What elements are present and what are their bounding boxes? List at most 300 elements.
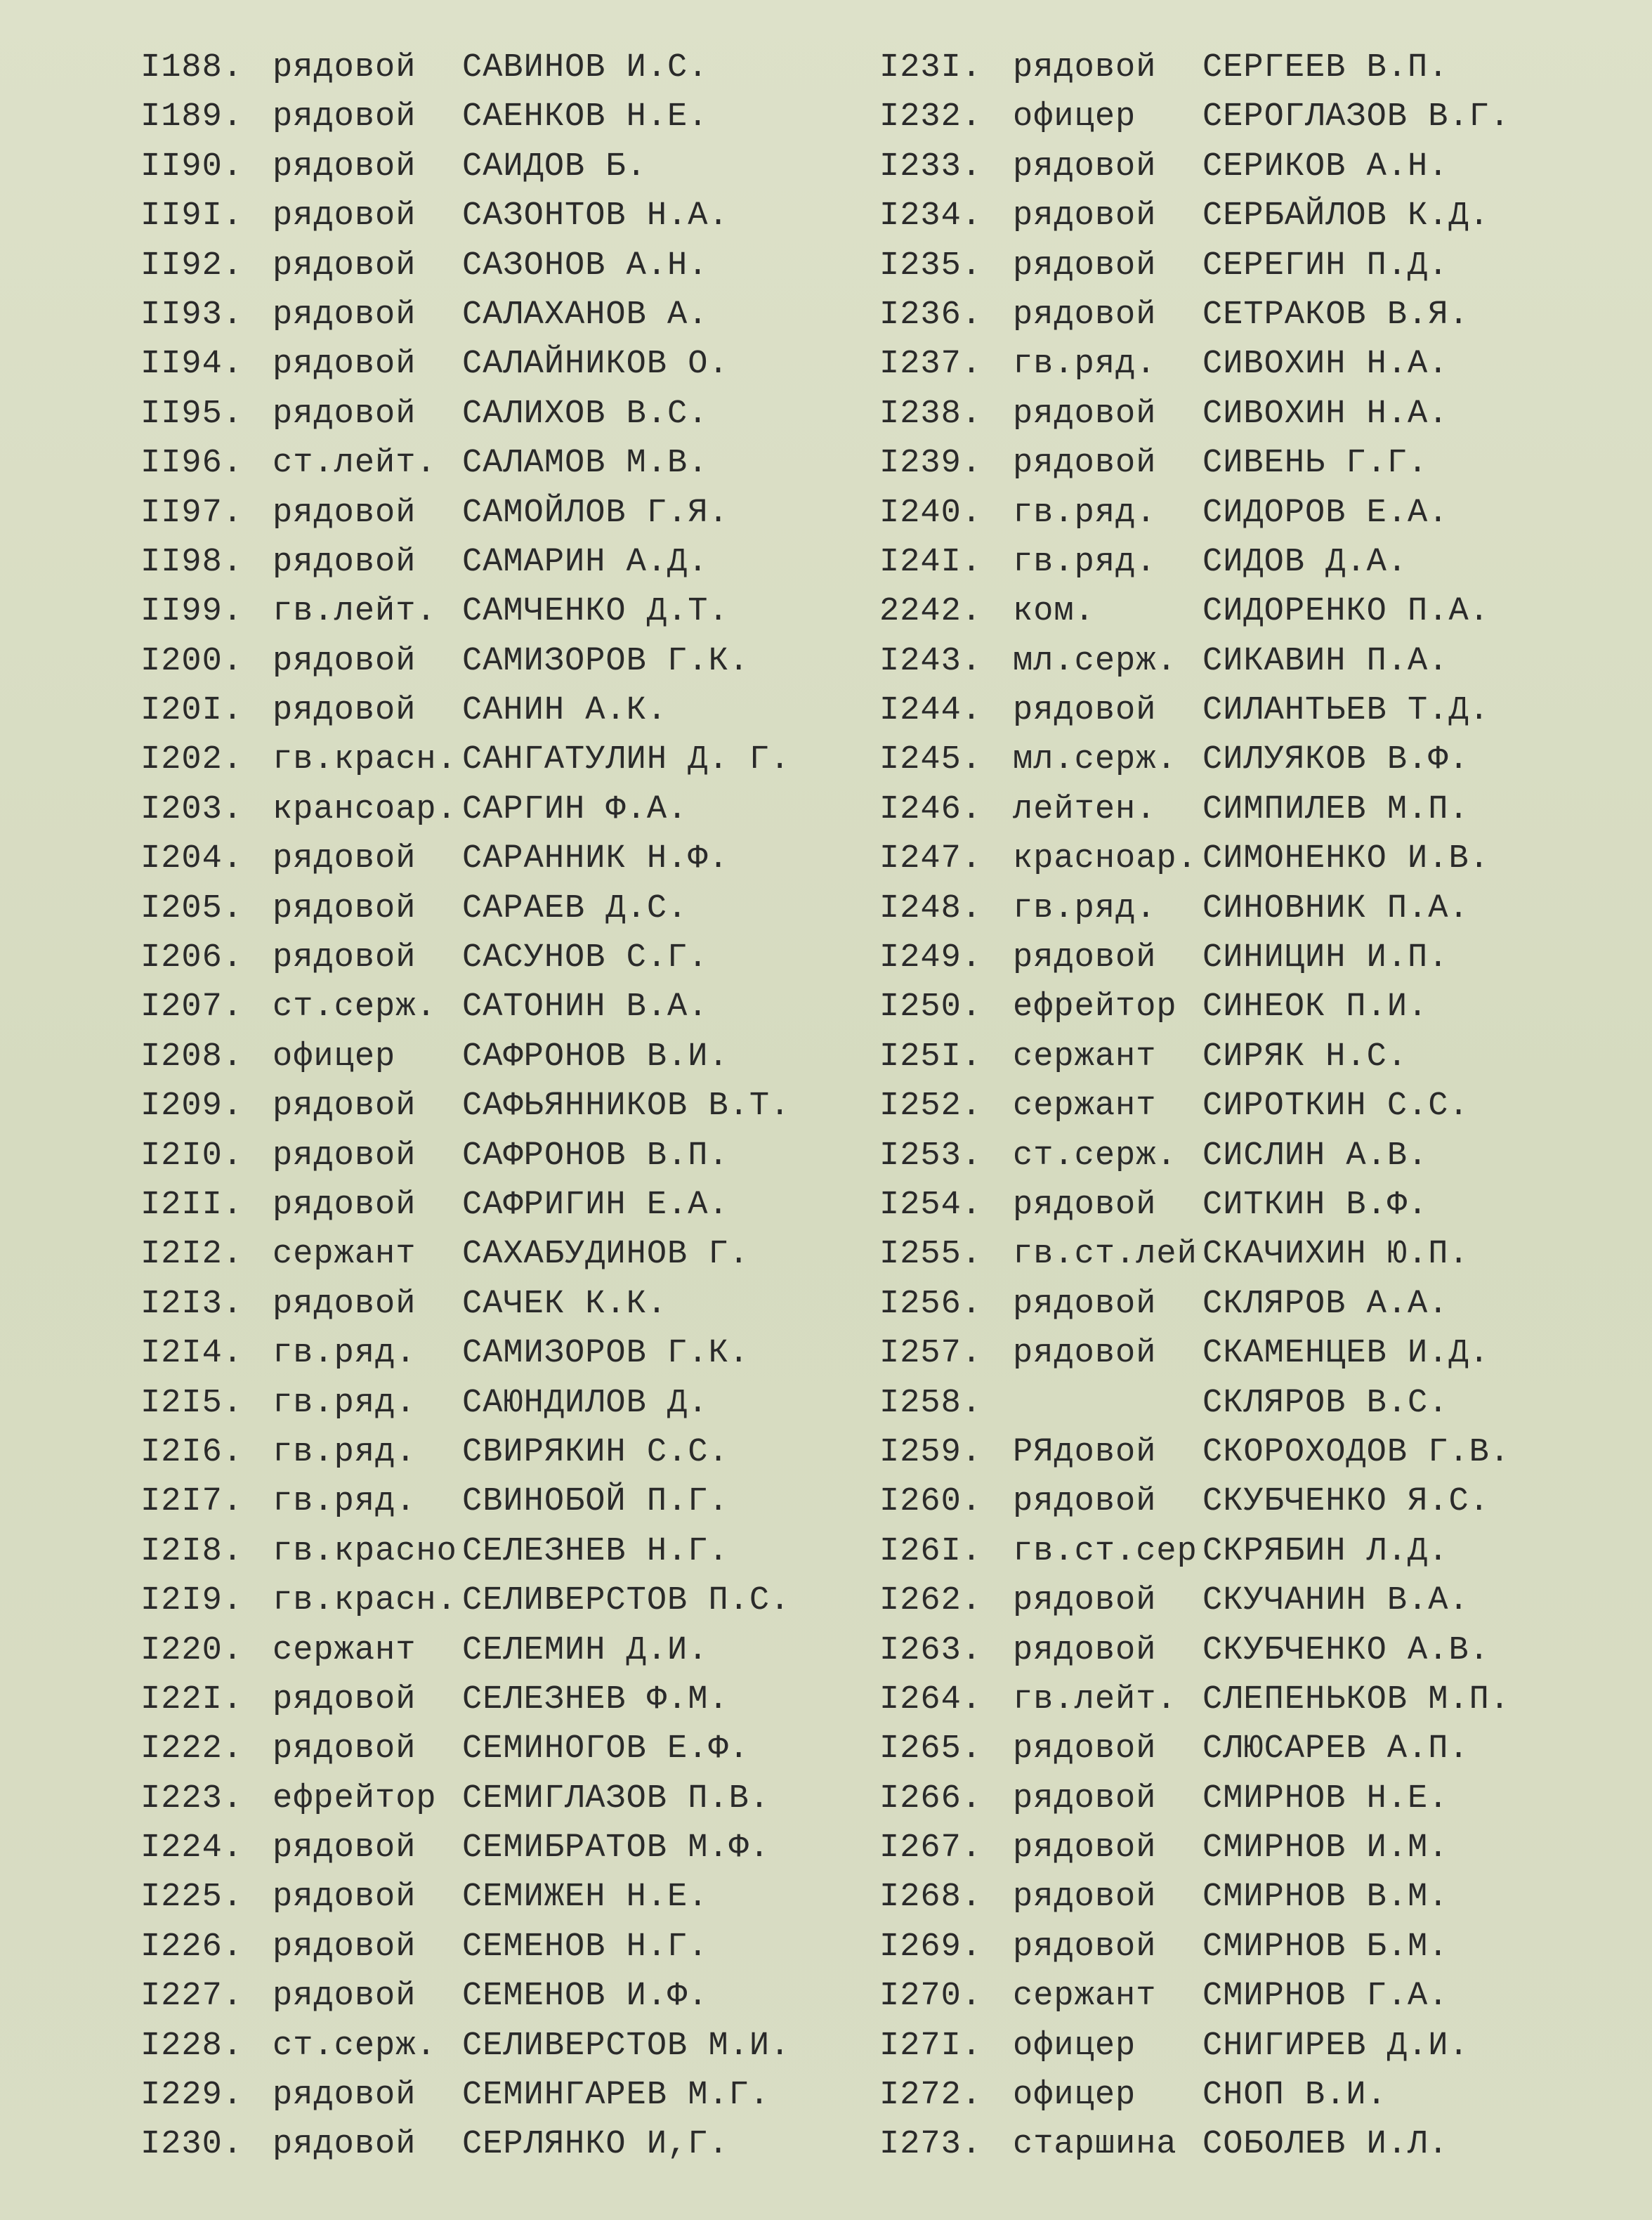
entry-name: СЕТРАКОВ В.Я.: [1202, 296, 1469, 334]
entry-name: СНИГИРЕВ Д.И.: [1202, 2027, 1469, 2065]
entry-rank: офицер: [273, 1038, 396, 1076]
entry-number: II92.: [140, 247, 244, 285]
entry-number: I234.: [879, 197, 983, 235]
entry-rank: ст.серж.: [273, 2027, 437, 2065]
entry-name: СЕМИНОГОВ Е.Ф.: [462, 1730, 749, 1768]
entry-rank: гв.ряд.: [273, 1384, 417, 1422]
entry-name: СКЛЯРОВ В.С.: [1202, 1384, 1449, 1422]
list-entry: [879, 1477, 1510, 1527]
list-entry: [879, 1576, 1510, 1626]
entry-number: I223.: [140, 1780, 244, 1817]
entry-number: I245.: [879, 741, 983, 779]
entry-number: I236.: [879, 296, 983, 334]
entry-number: I256.: [879, 1285, 983, 1323]
entry-number: I189.: [140, 98, 244, 136]
entry-number: I237.: [879, 346, 983, 384]
entry-rank: рядовой: [1013, 445, 1157, 483]
list-entry: [879, 538, 1510, 587]
entry-number: I25I.: [879, 1038, 983, 1076]
entry-name: СИВОХИН Н.А.: [1202, 395, 1449, 433]
entry-rank: рядовой: [1013, 692, 1157, 730]
entry-name: САХАБУДИНОВ Г.: [462, 1236, 749, 1274]
list-entry: [879, 2120, 1510, 2169]
entry-name: СЕЛИВЕРСТОВ П.С.: [462, 1582, 791, 1620]
entry-number: II94.: [140, 346, 244, 384]
entry-rank: сержант: [1013, 1038, 1157, 1076]
entry-rank: старшина: [1013, 2126, 1177, 2164]
entry-number: I2I4.: [140, 1335, 244, 1373]
entry-rank: рядовой: [1013, 939, 1157, 977]
entry-number: I227.: [140, 1978, 244, 2016]
entry-number: I232.: [879, 98, 983, 136]
entry-rank: рядовой: [1013, 1483, 1157, 1521]
entry-number: I225.: [140, 1879, 244, 1917]
list-entry: [140, 439, 790, 488]
entry-rank: гв.ст.лей: [1013, 1236, 1198, 1274]
entry-rank: красноар.: [1013, 840, 1198, 878]
entry-number: I20I.: [140, 692, 244, 730]
list-entry: [879, 489, 1510, 538]
entry-name: СИВОХИН Н.А.: [1202, 346, 1449, 384]
right-column: [879, 44, 1510, 2170]
list-entry: [879, 291, 1510, 340]
entry-name: САМАРИН А.Д.: [462, 543, 709, 581]
entry-rank: рядовой: [273, 1285, 417, 1323]
list-entry: [140, 1972, 790, 2021]
list-entry: [879, 1824, 1510, 1873]
entry-number: I2I6.: [140, 1433, 244, 1471]
list-entry: [879, 1379, 1510, 1428]
entry-number: I2I5.: [140, 1384, 244, 1422]
list-entry: [879, 736, 1510, 785]
entry-rank: гв.ряд.: [1013, 346, 1157, 384]
entry-number: I238.: [879, 395, 983, 433]
entry-rank: сержант: [1013, 1978, 1157, 2016]
list-entry: [879, 637, 1510, 686]
list-entry: [879, 390, 1510, 439]
entry-rank: рядовой: [1013, 1879, 1157, 1917]
entry-name: СЕРЛЯНКО И,Г.: [462, 2126, 729, 2164]
entry-number: I266.: [879, 1780, 983, 1817]
entry-number: I250.: [879, 988, 983, 1026]
entry-rank: гв.ряд.: [273, 1483, 417, 1521]
entry-number: I205.: [140, 889, 244, 927]
entry-number: II93.: [140, 296, 244, 334]
entry-rank: рядовой: [1013, 1730, 1157, 1768]
entry-name: СКУБЧЕНКО А.В.: [1202, 1631, 1490, 1669]
list-entry: [879, 1181, 1510, 1230]
entry-name: САРАННИК Н.Ф.: [462, 840, 729, 878]
list-entry: [879, 1280, 1510, 1329]
entry-number: I229.: [140, 2077, 244, 2115]
entry-number: I249.: [879, 939, 983, 977]
list-entry: [140, 934, 790, 983]
list-entry: [879, 1082, 1510, 1131]
entry-name: САЛАХАНОВ А.: [462, 296, 709, 334]
entry-rank: рядовой: [1013, 296, 1157, 334]
entry-name: СКАЧИХИН Ю.П.: [1202, 1236, 1469, 1274]
list-entry: [140, 1428, 790, 1477]
entry-rank: гв.ряд.: [1013, 494, 1157, 532]
entry-rank: сержант: [1013, 1088, 1157, 1125]
entry-rank: рядовой: [273, 395, 417, 433]
entry-rank: рядовой: [273, 1186, 417, 1224]
entry-rank: рядовой: [273, 1088, 417, 1125]
entry-name: САЛАЙНИКОВ О.: [462, 346, 729, 384]
entry-number: I268.: [879, 1879, 983, 1917]
entry-name: СВИНОБОЙ П.Г.: [462, 1483, 729, 1521]
list-entry: [140, 1725, 790, 1774]
entry-rank: гв.лейт.: [1013, 1680, 1177, 1718]
entry-rank: ст.серж.: [273, 988, 437, 1026]
entry-name: СИСЛИН А.В.: [1202, 1137, 1429, 1175]
entry-rank: рядовой: [1013, 395, 1157, 433]
list-entry: [879, 835, 1510, 884]
list-entry: [879, 192, 1510, 241]
entry-rank: рядовой: [1013, 197, 1157, 235]
entry-name: СЛЕПЕНЬКОВ М.П.: [1202, 1680, 1511, 1718]
list-entry: [140, 340, 790, 389]
entry-number: I2I7.: [140, 1483, 244, 1521]
list-entry: [879, 439, 1510, 488]
entry-name: САЛАМОВ М.В.: [462, 445, 709, 483]
list-entry: [140, 1873, 790, 1922]
list-entry: [140, 1824, 790, 1873]
entry-number: I247.: [879, 840, 983, 878]
list-entry: [879, 1873, 1510, 1922]
list-entry: [140, 1132, 790, 1181]
entry-name: САНИН А.К.: [462, 692, 668, 730]
entry-rank: ком.: [1013, 593, 1095, 631]
entry-rank: рядовой: [273, 197, 417, 235]
entry-name: СМИРНОВ В.М.: [1202, 1879, 1449, 1917]
list-entry: [879, 1527, 1510, 1576]
entry-name: САФЬЯННИКОВ В.Т.: [462, 1088, 791, 1125]
entry-rank: крансоар.: [273, 790, 457, 828]
entry-name: СИРОТКИН С.С.: [1202, 1088, 1469, 1125]
list-entry: [140, 785, 790, 835]
entry-number: I209.: [140, 1088, 244, 1125]
list-entry: [879, 44, 1510, 93]
entry-number: I265.: [879, 1730, 983, 1768]
list-entry: [140, 1527, 790, 1576]
entry-number: I220.: [140, 1631, 244, 1669]
entry-number: I226.: [140, 1928, 244, 1966]
entry-number: I2I0.: [140, 1137, 244, 1175]
entry-number: I243.: [879, 642, 983, 680]
entry-name: СМИРНОВ И.М.: [1202, 1829, 1449, 1867]
entry-number: I235.: [879, 247, 983, 285]
entry-name: СЕРЕГИН П.Д.: [1202, 247, 1449, 285]
entry-name: САРГИН Ф.А.: [462, 790, 688, 828]
entry-name: СИДОВ Д.А.: [1202, 543, 1408, 581]
entry-number: I254.: [879, 1186, 983, 1224]
entry-number: I244.: [879, 692, 983, 730]
entry-rank: рядовой: [1013, 247, 1157, 285]
entry-name: СМИРНОВ Г.А.: [1202, 1978, 1449, 2016]
entry-name: СЕМИГЛАЗОВ П.В.: [462, 1780, 771, 1817]
entry-name: САФРИГИН Е.А.: [462, 1186, 729, 1224]
entry-number: I207.: [140, 988, 244, 1026]
entry-rank: рядовой: [273, 98, 417, 136]
entry-name: САЕНКОВ Н.Е.: [462, 98, 709, 136]
entry-number: I188.: [140, 49, 244, 86]
list-entry: [140, 1230, 790, 1279]
entry-rank: рядовой: [273, 1879, 417, 1917]
entry-number: I2I3.: [140, 1285, 244, 1323]
entry-rank: рядовой: [1013, 49, 1157, 86]
left-column: [140, 44, 790, 2170]
entry-number: I200.: [140, 642, 244, 680]
entry-name: СИТКИН В.Ф.: [1202, 1186, 1429, 1224]
entry-number: I208.: [140, 1038, 244, 1076]
entry-number: I224.: [140, 1829, 244, 1867]
list-entry: [140, 192, 790, 241]
entry-name: СИМОНЕНКО И.В.: [1202, 840, 1490, 878]
list-entry: [879, 983, 1510, 1032]
list-entry: [140, 2071, 790, 2120]
entry-name: САТОНИН В.А.: [462, 988, 709, 1026]
entry-name: САСУНОВ С.Г.: [462, 939, 709, 977]
entry-number: I222.: [140, 1730, 244, 1768]
entry-rank: рядовой: [273, 939, 417, 977]
entry-rank: рядовой: [1013, 1631, 1157, 1669]
entry-number: I260.: [879, 1483, 983, 1521]
entry-rank: рядовой: [1013, 1780, 1157, 1817]
list-entry: [879, 143, 1510, 192]
entry-name: СКУЧАНИН В.А.: [1202, 1582, 1469, 1620]
entry-rank: рядовой: [273, 494, 417, 532]
list-entry: [879, 1626, 1510, 1676]
list-entry: [879, 2071, 1510, 2120]
entry-name: СЕЛЕЗНЕВ Н.Г.: [462, 1532, 729, 1570]
list-entry: [140, 489, 790, 538]
entry-name: СЕМИЖЕН Н.Е.: [462, 1879, 709, 1917]
entry-rank: гв.красно: [273, 1532, 457, 1570]
entry-rank: рядовой: [273, 1730, 417, 1768]
list-entry: [140, 538, 790, 587]
entry-rank: рядовой: [273, 2077, 417, 2115]
entry-number: I2I9.: [140, 1582, 244, 1620]
entry-number: I230.: [140, 2126, 244, 2164]
entry-rank: рядовой: [273, 889, 417, 927]
list-entry: [140, 587, 790, 636]
entry-rank: ст.лейт.: [273, 445, 437, 483]
entry-name: САЗОНОВ А.Н.: [462, 247, 709, 285]
entry-number: II9I.: [140, 197, 244, 235]
entry-rank: гв.ряд.: [1013, 543, 1157, 581]
entry-rank: рядовой: [273, 1137, 417, 1175]
entry-name: СЕЛЕМИН Д.И.: [462, 1631, 709, 1669]
list-entry: [140, 1626, 790, 1676]
list-entry: [879, 785, 1510, 835]
entry-name: САМОЙЛОВ Г.Я.: [462, 494, 729, 532]
entry-number: II95.: [140, 395, 244, 433]
entry-name: СИМПИЛЕВ М.П.: [1202, 790, 1469, 828]
entry-name: СЕМЕНОВ Н.Г.: [462, 1928, 709, 1966]
entry-name: САМЧЕНКО Д.Т.: [462, 593, 729, 631]
entry-name: САЗОНТОВ Н.А.: [462, 197, 729, 235]
entry-rank: рядовой: [273, 1680, 417, 1718]
entry-rank: мл.серж.: [1013, 741, 1177, 779]
list-entry: [879, 686, 1510, 736]
entry-name: САФРОНОВ В.П.: [462, 1137, 729, 1175]
list-entry: [140, 1329, 790, 1378]
entry-number: II90.: [140, 148, 244, 185]
entry-rank: рядовой: [273, 543, 417, 581]
entry-name: СЕЛИВЕРСТОВ М.И.: [462, 2027, 791, 2065]
list-entry: [879, 884, 1510, 934]
entry-name: СИЛАНТЬЕВ Т.Д.: [1202, 692, 1490, 730]
entry-number: I272.: [879, 2077, 983, 2115]
entry-number: II98.: [140, 543, 244, 581]
list-entry: [879, 1230, 1510, 1279]
entry-rank: рядовой: [1013, 1285, 1157, 1323]
entry-number: I2I8.: [140, 1532, 244, 1570]
entry-rank: рядовой: [1013, 1186, 1157, 1224]
entry-name: САМИЗОРОВ Г.К.: [462, 1335, 749, 1373]
list-entry: [140, 2120, 790, 2169]
entry-number: I248.: [879, 889, 983, 927]
list-entry: [140, 1576, 790, 1626]
entry-name: СИНОВНИК П.А.: [1202, 889, 1469, 927]
entry-name: СЕМИНГАРЕВ М.Г.: [462, 2077, 771, 2115]
entry-number: I24I.: [879, 543, 983, 581]
list-entry: [879, 1923, 1510, 1972]
entry-rank: рядовой: [273, 692, 417, 730]
list-entry: [140, 291, 790, 340]
list-entry: [879, 242, 1510, 291]
entry-number: I270.: [879, 1978, 983, 2016]
entry-name: САЛИХОВ В.С.: [462, 395, 709, 433]
entry-rank: рядовой: [1013, 1335, 1157, 1373]
entry-rank: рядовой: [1013, 1829, 1157, 1867]
entry-rank: рядовой: [273, 247, 417, 285]
list-entry: [879, 1725, 1510, 1774]
entry-rank: рядовой: [273, 296, 417, 334]
list-entry: [140, 637, 790, 686]
entry-rank: ефрейтор: [1013, 988, 1177, 1026]
entry-number: I204.: [140, 840, 244, 878]
entry-rank: мл.серж.: [1013, 642, 1177, 680]
list-entry: [879, 1676, 1510, 1725]
list-entry: [140, 2022, 790, 2071]
entry-rank: рядовой: [1013, 148, 1157, 185]
entry-name: СЕЛЕЗНЕВ Ф.М.: [462, 1680, 729, 1718]
entry-rank: рядовой: [273, 840, 417, 878]
entry-rank: рядовой: [273, 346, 417, 384]
entry-rank: рядовой: [273, 2126, 417, 2164]
entry-name: СИНЕОК П.И.: [1202, 988, 1429, 1026]
entry-number: I202.: [140, 741, 244, 779]
entry-name: СИРЯК Н.С.: [1202, 1038, 1408, 1076]
list-entry: [140, 1477, 790, 1527]
list-entry: [879, 587, 1510, 636]
list-entry: [879, 1775, 1510, 1824]
entry-name: СЕРОГЛАЗОВ В.Г.: [1202, 98, 1511, 136]
entry-rank: рядовой: [273, 642, 417, 680]
entry-name: САРАЕВ Д.С.: [462, 889, 688, 927]
entry-rank: офицер: [1013, 2027, 1136, 2065]
list-entry: [879, 1329, 1510, 1378]
entry-number: I253.: [879, 1137, 983, 1175]
entry-rank: рядовой: [273, 1829, 417, 1867]
list-entry: [879, 1972, 1510, 2021]
list-entry: [140, 93, 790, 142]
entry-name: САВИНОВ И.С.: [462, 49, 709, 86]
entry-rank: гв.ряд.: [1013, 889, 1157, 927]
entry-name: СИДОРЕНКО П.А.: [1202, 593, 1490, 631]
list-entry: [140, 1280, 790, 1329]
entry-rank: лейтен.: [1013, 790, 1157, 828]
entry-name: СМИРНОВ Б.М.: [1202, 1928, 1449, 1966]
entry-number: II99.: [140, 593, 244, 631]
entry-name: СЕРИКОВ А.Н.: [1202, 148, 1449, 185]
entry-number: I239.: [879, 445, 983, 483]
entry-number: I27I.: [879, 2027, 983, 2065]
entry-number: I26I.: [879, 1532, 983, 1570]
list-entry: [140, 686, 790, 736]
entry-number: I264.: [879, 1680, 983, 1718]
entry-rank: сержант: [273, 1236, 417, 1274]
entry-name: СКОРОХОДОВ Г.В.: [1202, 1433, 1511, 1471]
entry-name: СЕМЕНОВ И.Ф.: [462, 1978, 709, 2016]
entry-rank: рядовой: [273, 1928, 417, 1966]
entry-rank: гв.красн.: [273, 1582, 457, 1620]
entry-rank: рядовой: [273, 148, 417, 185]
entry-name: СНОП В.И.: [1202, 2077, 1387, 2115]
entry-number: I2II.: [140, 1186, 244, 1224]
entry-rank: гв.красн.: [273, 741, 457, 779]
list-entry: [140, 1082, 790, 1131]
entry-number: I255.: [879, 1236, 983, 1274]
entry-rank: гв.ст.сер: [1013, 1532, 1198, 1570]
entry-name: СКУБЧЕНКО Я.С.: [1202, 1483, 1490, 1521]
entry-name: СВИРЯКИН С.С.: [462, 1433, 729, 1471]
list-entry: [140, 1775, 790, 1824]
entry-number: I2I2.: [140, 1236, 244, 1274]
entry-number: I269.: [879, 1928, 983, 1966]
entry-number: II96.: [140, 445, 244, 483]
list-entry: [140, 1181, 790, 1230]
entry-number: 2242.: [879, 593, 983, 631]
entry-rank: рядовой: [1013, 1582, 1157, 1620]
entry-rank: гв.ряд.: [273, 1433, 417, 1471]
entry-name: САМИЗОРОВ Г.К.: [462, 642, 749, 680]
entry-rank: РЯдовой: [1013, 1433, 1157, 1471]
list-entry: [140, 1379, 790, 1428]
entry-name: САНГАТУЛИН Д. Г.: [462, 741, 791, 779]
list-entry: [879, 1428, 1510, 1477]
list-entry: [879, 2022, 1510, 2071]
entry-rank: рядовой: [1013, 1928, 1157, 1966]
entry-number: II97.: [140, 494, 244, 532]
entry-number: I206.: [140, 939, 244, 977]
list-entry: [140, 736, 790, 785]
entry-name: СИКАВИН П.А.: [1202, 642, 1449, 680]
entry-rank: сержант: [273, 1631, 417, 1669]
entry-rank: офицер: [1013, 98, 1136, 136]
list-entry: [140, 390, 790, 439]
entry-name: САЮНДИЛОВ Д.: [462, 1384, 709, 1422]
entry-name: САЧЕК К.К.: [462, 1285, 668, 1323]
list-entry: [879, 934, 1510, 983]
list-entry: [879, 1132, 1510, 1181]
list-entry: [140, 1676, 790, 1725]
entry-rank: гв.ряд.: [273, 1335, 417, 1373]
entry-name: СИДОРОВ Е.А.: [1202, 494, 1449, 532]
entry-name: СКЛЯРОВ А.А.: [1202, 1285, 1449, 1323]
